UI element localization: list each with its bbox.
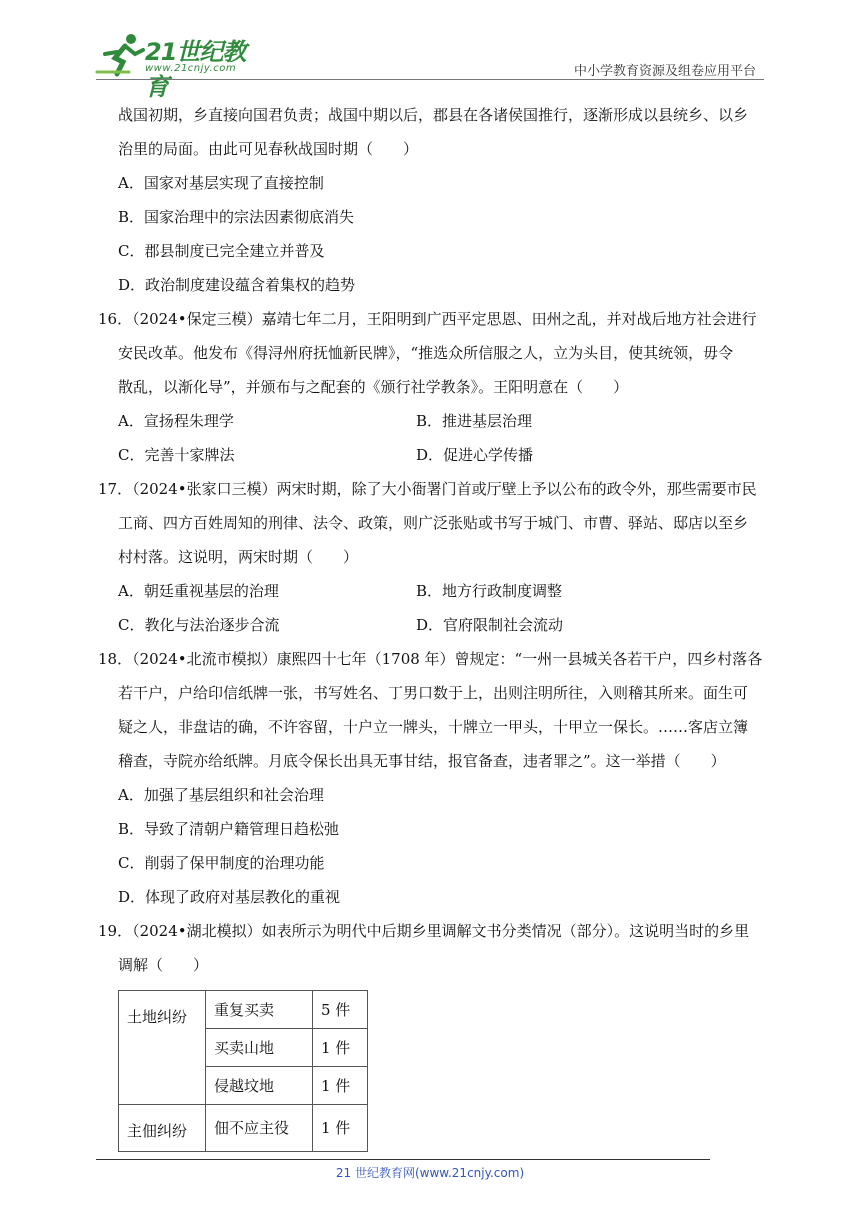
logo-url: www.21cnjy.com [145, 63, 237, 74]
option-d[interactable]: D．体现了政府对基层教化的重视 [118, 888, 341, 906]
mediation-table [118, 990, 368, 1152]
question-stem: 16．（2024•保定三模）嘉靖七年二月，王阳明到广西平定思恩、田州之乱，并对战后地方社会进行 [98, 310, 757, 328]
question-text-line: 安民改革。他发布《得浔州府抚恤新民牌》，“推选众所信服之人，立为头目，使其统领，毋令 [118, 344, 734, 362]
footer-divider [96, 1159, 710, 1160]
table-cell-type: 侵越坟地 [206, 1067, 313, 1105]
option-b[interactable]: B．地方行政制度调整 [416, 582, 563, 600]
question-stem: 18．（2024•北流市模拟）康熙四十七年（1708 年）曾规定：“一州一县城关各若干户，四乡村落各 [98, 650, 763, 668]
option-c[interactable]: C．削弱了保甲制度的治理功能 [118, 854, 325, 872]
question-15 [118, 98, 764, 302]
question-17 [98, 472, 764, 642]
question-text-line: 工商、四方百姓周知的刑律、法令、政策，则广泛张贴或书写于城门、市曹、驿站、邸店以至乡 [118, 514, 749, 532]
option-c[interactable]: C．郡县制度已完全建立并普及 [118, 242, 325, 260]
question-text-line: 调解（ ） [118, 956, 209, 974]
site-logo[interactable] [95, 32, 265, 101]
option-b[interactable]: B．推进基层治理 [416, 412, 533, 430]
question-text-line: 村村落。这说明，两宋时期（ ） [118, 548, 359, 566]
runner-icon [95, 32, 147, 78]
option-a[interactable]: A．朝廷重视基层的治理 [118, 582, 279, 600]
question-text-line: 散乱，以渐化导”，并颁布与之配套的《颁行社学教条》。王阳明意在（ ） [118, 378, 629, 396]
table-cell-type: 佃不应主役 [206, 1105, 313, 1152]
question-text-line: 疑之人，非盘诘的确，不许容留，十户立一牌头，十牌立一甲头，十甲立一保长。……客店立簿 [118, 718, 749, 736]
site-label: 中小学教育资源及组卷应用平台 [573, 64, 756, 79]
table-cell-count: 1 件 [313, 1105, 368, 1152]
header-divider [96, 79, 764, 80]
option-a[interactable]: A．宣扬程朱理学 [118, 412, 234, 430]
question-19 [98, 914, 764, 1152]
table-cell-category: 主佃纠纷 [119, 1105, 206, 1152]
question-text-line: 战国初期，乡直接向国君负责；战国中期以后，郡县在各诸侯国推行，逐渐形成以县统乡、以乡 [118, 106, 749, 124]
table-cell-count: 1 件 [313, 1067, 368, 1105]
option-c[interactable]: C．教化与法治逐步合流 [118, 616, 280, 634]
option-b[interactable]: B．导致了清朝户籍管理日趋松弛 [118, 820, 340, 838]
logo-text: 21世纪教育 [145, 38, 246, 101]
table-row [119, 991, 368, 1029]
page-header [0, 0, 860, 101]
question-18 [98, 642, 764, 914]
option-d[interactable]: D．政治制度建设蕴含着集权的趋势 [118, 276, 356, 294]
question-text-line: 治里的局面。由此可见春秋战国时期（ ） [118, 140, 419, 158]
table-cell-type: 买卖山地 [206, 1029, 313, 1067]
option-a[interactable]: A．加强了基层组织和社会治理 [118, 786, 324, 804]
question-text-line: 稽查，寺院亦给纸牌。月底令保长出具无事甘结，报官备查，违者罪之”。这一举措（ ） [118, 752, 726, 770]
question-content [98, 98, 764, 1152]
question-stem: 19．（2024•湖北模拟）如表所示为明代中后期乡里调解文书分类情况（部分）。这说明当时的乡里 [98, 922, 750, 940]
option-b[interactable]: B．国家治理中的宗法因素彻底消失 [118, 208, 355, 226]
question-16 [98, 302, 764, 472]
table-cell-type: 重复买卖 [206, 991, 313, 1029]
table-cell-category: 土地纠纷 [119, 991, 206, 1105]
option-d[interactable]: D．官府限制社会流动 [416, 616, 564, 634]
question-text-line: 若干户，户给印信纸牌一张，书写姓名、丁男口数于上，出则注明所往，入则稽其所来。面生可 [118, 684, 749, 702]
option-d[interactable]: D．促进心学传播 [416, 446, 534, 464]
table-row [119, 1105, 368, 1152]
option-c[interactable]: C．完善十家牌法 [118, 446, 235, 464]
option-a[interactable]: A．国家对基层实现了直接控制 [118, 174, 324, 192]
footer-link[interactable]: 21 世纪教育网(www.21cnjy.com) [335, 1166, 525, 1180]
table-cell-count: 5 件 [313, 991, 368, 1029]
table-cell-count: 1 件 [313, 1029, 368, 1067]
question-stem: 17．（2024•张家口三模）两宋时期，除了大小衙署门首或厅壁上予以公布的政令外，那些需要市民 [98, 480, 757, 498]
